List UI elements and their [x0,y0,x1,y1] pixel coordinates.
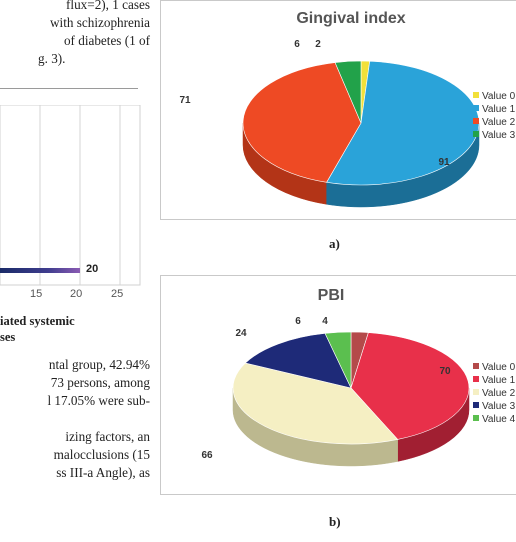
legend-swatch [473,389,479,395]
chart-a-frame [160,0,516,220]
text-line: 73 persons, among [50,375,150,390]
caption-line: iated systemic [0,314,75,328]
legend-swatch [473,105,479,111]
pie-data-label: 6 [295,316,301,327]
text-line: g. 3). [38,51,66,66]
chart-title: PBI [317,287,345,304]
legend-label: Value 0 [482,91,516,102]
chart-title: Gingival index [296,10,406,27]
left-text-column [0,0,150,542]
chart-a-svg [161,1,516,219]
legend-label: Value 3 [482,401,516,412]
text-line: flux=2), 1 cases [66,0,150,12]
figure-caption-a: a) [329,236,340,251]
legend-label: Value 2 [482,388,516,399]
chart-b-frame [160,275,516,495]
legend-swatch [473,363,479,369]
legend-swatch [473,118,479,124]
chart-a-legend [473,91,516,141]
chart-a-pie [179,39,479,207]
tick-label: 25 [111,288,124,300]
pie-data-label: 70 [439,366,451,377]
pie-data-label: 66 [201,450,213,461]
pie-data-label: 91 [438,157,450,168]
text-line: ntal group, 42.94% [48,357,150,372]
legend-label: Value 3 [482,130,516,141]
legend-swatch [473,402,479,408]
tick-label: 15 [30,288,43,300]
legend-label: Value 4 [482,414,516,425]
tick-label: 20 [70,288,83,300]
text-line: of diabetes (1 of [63,33,150,48]
pie-data-label: 24 [235,328,247,339]
legend-label: Value 1 [482,104,516,115]
legend-swatch [473,92,479,98]
legend-label: Value 1 [482,375,516,386]
chart-b-legend [473,362,516,425]
pie-data-label: 71 [179,95,191,106]
text-line: with schizophrenia [50,15,150,30]
text-line: l 17.05% were sub- [47,393,150,408]
text-line: malocclusions (15 [53,447,150,462]
legend-label: Value 0 [482,362,516,373]
chart-b-pie [201,316,469,466]
bar-value-label: 20 [86,263,99,275]
figure3-frame [0,105,140,285]
bar [0,268,80,273]
text-line: izing factors, an [65,429,150,444]
legend-swatch [473,415,479,421]
figure3-fragment [0,105,150,305]
pie-data-label: 6 [294,39,300,50]
divider [0,88,138,89]
figure-caption-b: b) [329,514,341,529]
caption-line: ses [0,330,16,344]
pie-data-label: 4 [322,316,328,327]
legend-swatch [473,131,479,137]
legend-swatch [473,376,479,382]
text-line: ss III-a Angle), as [56,465,150,480]
legend-label: Value 2 [482,117,516,128]
pie-data-label: 2 [315,39,321,50]
chart-b-svg [161,276,516,494]
